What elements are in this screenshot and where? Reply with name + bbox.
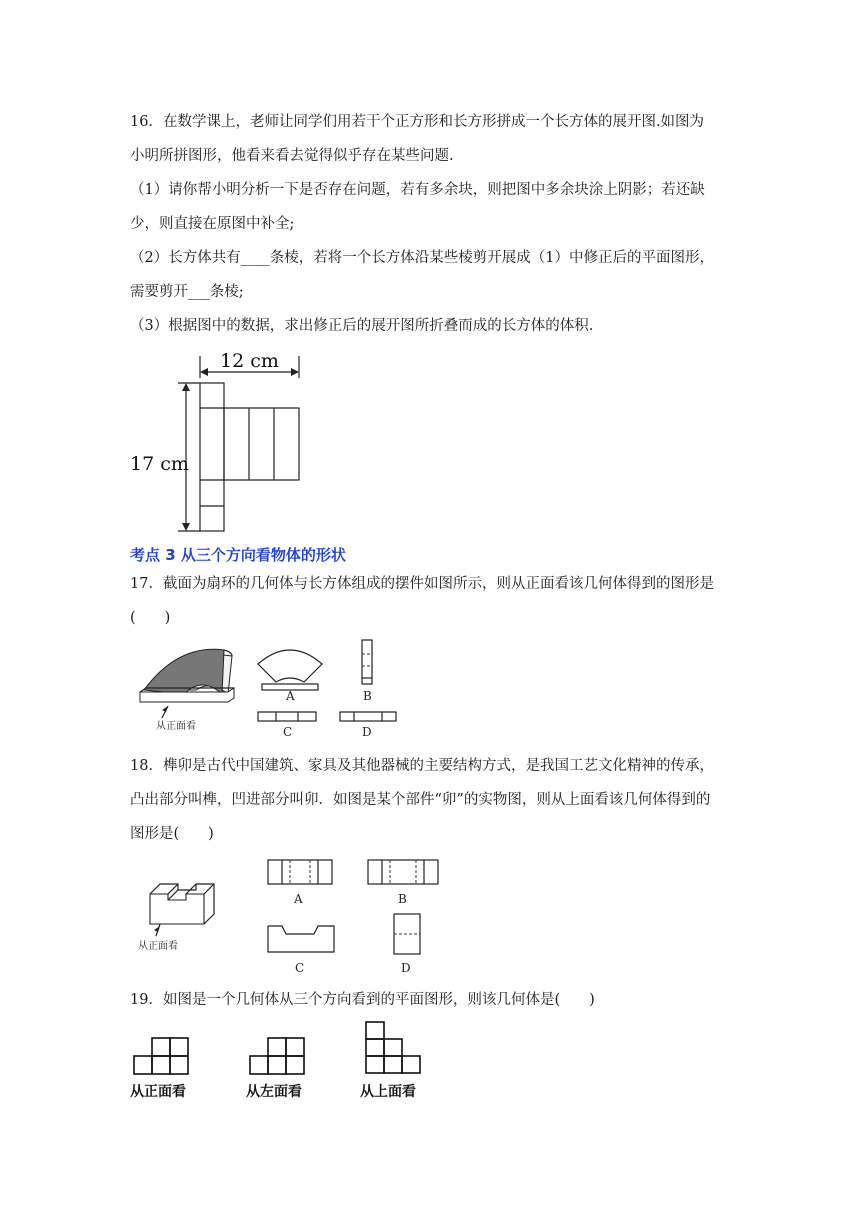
- q18-figure: [130, 856, 450, 976]
- q16-line-4: 少，则直接在原图中补全;: [130, 216, 295, 232]
- q16-line-3: （1）请你帮小明分析一下是否存在问题，若有多余块，则把图中多余块涂上阴影；若还缺: [130, 182, 705, 198]
- q16-line-5: （2）长方体共有____条棱，若将一个长方体沿某些棱剪开展成（1）中修正后的平面图形，: [130, 250, 714, 266]
- q17-option-d-figure: [340, 712, 396, 721]
- q17-option-d: D: [362, 725, 372, 739]
- q17-option-c: C: [283, 725, 293, 739]
- q18-option-b: B: [398, 892, 407, 906]
- q17-line-2: ( ): [130, 610, 171, 626]
- q16-line-1: 16．在数学课上，老师让同学们用若干个正方形和长方形拼成一个长方体的展开图.如图为: [130, 114, 705, 130]
- q16-height-label: 17 cm: [130, 453, 189, 475]
- q17-line-1: 17．截面为扇环的几何体与长方体组成的摆件如图所示，则从正面看该几何体得到的图形是: [130, 576, 714, 592]
- q19-top-view: [366, 1022, 420, 1073]
- q18-line-2: 凸出部分叫榫，凹进部分叫卯．如图是某个部件“卯”的实物图，则从上面看该几何体得到的: [130, 792, 711, 808]
- q18-option-a-figure: [268, 860, 332, 884]
- q18-option-b-figure: [368, 860, 438, 884]
- q17-option-b-figure: [362, 640, 372, 684]
- q16-width-label: 12 cm: [220, 350, 279, 372]
- q18-line-1: 18．榫卯是古代中国建筑、家具及其他器械的主要结构方式，是我国工艺文化精神的传承，: [130, 758, 714, 774]
- q17-ornament: [140, 649, 234, 718]
- q17-figure: [128, 634, 408, 738]
- q16-line-2: 小明所拼图形，他看来看去觉得似乎存在某些问题.: [130, 148, 454, 164]
- q19-left-view: [250, 1038, 304, 1074]
- q19-front-view: [134, 1038, 188, 1074]
- q16-line-7: （3）根据图中的数据，求出修正后的展开图所折叠而成的长方体的体积.: [130, 318, 594, 334]
- q19-line-1: 19．如图是一个几何体从三个方向看到的平面图形，则该几何体是( ): [130, 992, 595, 1008]
- q19-left-label: 从左面看: [246, 1084, 302, 1100]
- q17-view-label: 从正面看: [156, 721, 196, 732]
- section-3-heading: 考点 3 从三个方向看物体的形状: [130, 546, 346, 564]
- q16-net-figure: [128, 348, 308, 534]
- q18-option-d-figure: [394, 914, 420, 954]
- q18-line-3: 图形是( ): [130, 826, 214, 842]
- q18-option-d: D: [401, 961, 411, 975]
- q17-option-c-figure: [258, 712, 316, 721]
- q18-mortise-object: [150, 884, 214, 936]
- q17-option-b: B: [363, 689, 372, 703]
- q19-front-label: 从正面看: [130, 1084, 186, 1100]
- q17-option-a-figure: [258, 650, 322, 690]
- q19-top-label: 从上面看: [360, 1084, 416, 1100]
- q17-option-a: A: [286, 689, 295, 703]
- q18-view-label: 从正面看: [138, 941, 178, 952]
- q18-option-a: A: [294, 892, 303, 906]
- q18-option-c: C: [295, 961, 305, 975]
- q16-line-6: 需要剪开___条棱;: [130, 284, 244, 300]
- q19-figure: [130, 1018, 440, 1102]
- q18-option-c-figure: [268, 926, 334, 952]
